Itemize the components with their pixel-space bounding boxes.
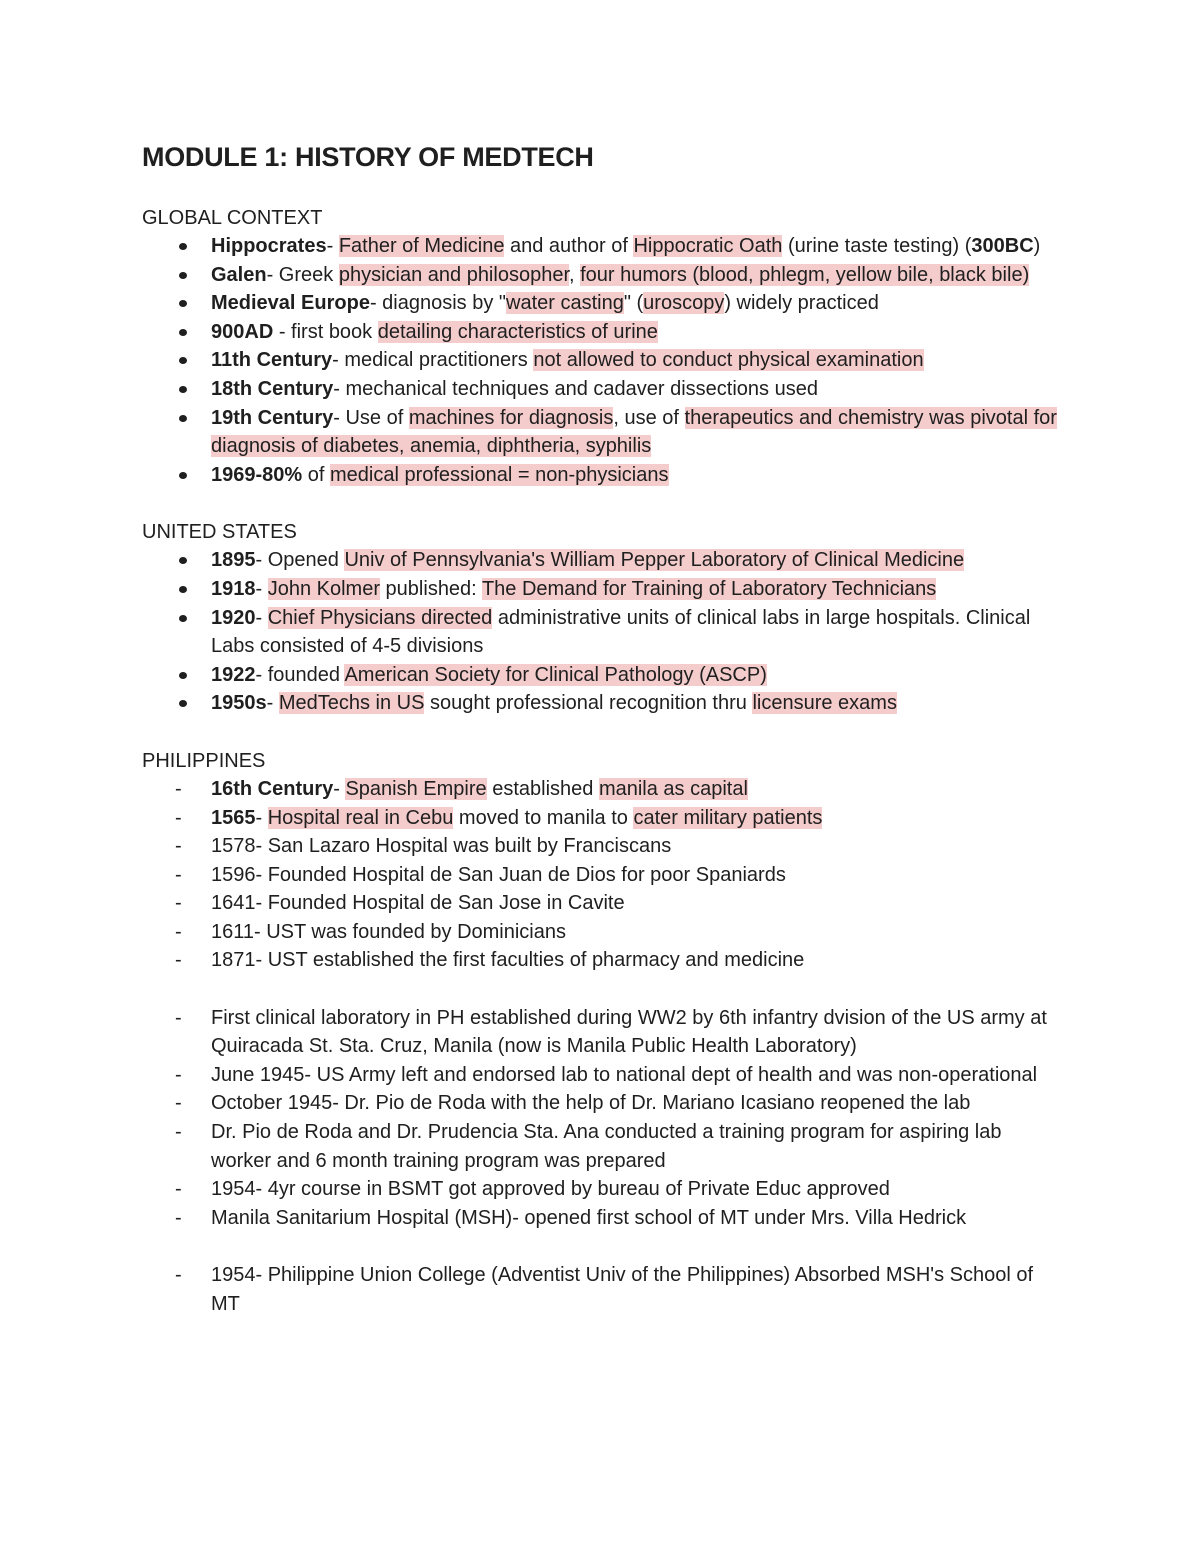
item-term: 1565 [211,806,256,829]
section-heading-global: GLOBAL CONTEXT [142,207,323,229]
highlighted-text: John Kolmer [267,577,380,600]
item-text: - first book [273,320,378,343]
item-term: 19th Century [211,406,334,429]
item-text: First clinical laboratory in PH established during WW2 by 6th infantry dvision of the US army at Quiracada St. Sta. Cruz, Manila (now is Manila Public Health Laboratory) [211,1006,1047,1058]
dash-bullet-icon: - [175,1006,182,1029]
highlighted-text: Father of Medicine [338,235,505,257]
list-item [142,889,1062,918]
item-text: - medical practitioners [332,349,534,372]
item-text: October 1945- Dr. Pio de Roda with the help of Dr. Mariano Icasiano reopened the lab [211,1092,971,1115]
highlighted-text: water casting [506,292,624,315]
dash-bullet-icon: - [175,920,182,943]
dash-bullet-icon: - [175,835,182,858]
item-term: 1895 [211,549,256,572]
highlighted-text: cater military patients [633,806,823,829]
item-text: 1641- Founded Hospital de San Jose in Cavite [211,892,625,915]
item-text: , use of [613,406,685,429]
item-text: 1871- UST established the first faculties of pharmacy and medicine [211,949,805,972]
item-term: Galen [211,263,267,286]
item-term: 16th Century [211,777,334,800]
list-item [142,861,1062,890]
list-item [142,775,1062,804]
highlighted-text: The Demand for Training of Laboratory Technicians [481,577,937,600]
bullet-icon [179,557,187,564]
list-item [142,1204,1062,1233]
highlighted-text: MedTechs in US [278,692,425,715]
item-text: , [569,263,581,286]
item-term: 300BC [971,235,1034,257]
item-text: 1596- Founded Hospital de San Juan de Dios for poor Spaniards [211,863,786,886]
list-item [142,918,1062,947]
item-text: " ( [623,292,644,315]
item-term: 18th Century [211,377,334,400]
highlighted-text: Hospital real in Cebu [267,806,454,829]
document-page [142,140,1062,1318]
dash-bullet-icon: - [175,892,182,915]
bullet-icon [179,243,187,250]
item-term: 1950s [211,692,267,715]
bullet-icon [179,272,187,279]
dash-bullet-icon: - [175,806,182,829]
highlighted-text: therapeutics and chemistry was pivotal for diagnosis of diabetes, anemia, diphtheria, syphilis [211,406,1057,458]
list-item [142,1061,1062,1090]
list-item [142,946,1062,975]
item-text: - [266,692,279,715]
highlighted-text: licensure exams [752,692,897,715]
item-text: and author of [504,235,634,257]
list-item [142,575,1062,604]
item-text: - [255,606,268,629]
item-term: 1922 [211,663,256,686]
highlighted-text: medical professional = non-physicians [329,463,669,486]
highlighted-text: Hippocratic Oath [633,235,783,257]
dash-bullet-icon: - [175,863,182,886]
item-text: - [255,577,268,600]
item-term: 1969-80% [211,463,303,486]
dash-bullet-icon: - [175,949,182,972]
dash-bullet-icon: - [175,1063,182,1086]
item-text: - founded [255,663,345,686]
list-item [142,804,1062,833]
item-term: 900AD [211,320,274,343]
dash-bullet-icon: - [175,1264,182,1286]
bullet-icon [179,300,187,307]
bullet-icon [179,415,187,422]
item-text: 1611- UST was founded by Dominicians [211,920,566,943]
bullet-icon [179,700,187,707]
highlighted-text: machines for diagnosis [408,406,614,429]
item-text: - Use of [333,406,409,429]
section-heading-ph: PHILIPPINES [142,749,266,772]
list-item [142,1004,1062,1061]
bullet-icon [179,357,187,364]
list-item [142,289,1062,318]
highlighted-text: not allowed to conduct physical examination [533,349,924,372]
list-item [142,1175,1062,1204]
list-item [142,604,1062,661]
list-item [142,689,1062,718]
item-text: - diagnosis by " [369,292,506,315]
list-item [142,404,1062,461]
item-text: published: [380,577,482,600]
item-text: - Opened [255,549,345,572]
highlighted-text: Chief Physicians directed [267,606,493,629]
item-text: ) [1033,235,1041,257]
item-text: - mechanical techniques and cadaver dissections used [333,377,818,400]
item-text: established [486,777,599,800]
highlighted-text: Spanish Empire [345,777,487,800]
item-text: - [326,235,339,257]
list-item [142,1261,1062,1318]
bullet-icon [179,386,187,393]
item-text: - [333,777,346,800]
list-item [142,346,1062,375]
item-text: sought professional recognition thru [424,692,753,715]
item-term: 1918 [211,577,256,600]
blank-line [142,975,1062,1004]
item-term: Medieval Europe [211,292,370,315]
item-text: administrative units of clinical labs in large hospitals. Clinical Labs consisted of 4-5 divisions [211,606,1031,658]
item-term: Hippocrates [211,235,327,257]
list-item [142,832,1062,861]
bullet-icon [179,672,187,679]
united-states-list [142,546,1062,718]
item-term: 11th Century [211,349,333,372]
list-item [142,461,1062,490]
highlighted-text: detailing characteristics of urine [377,320,658,343]
item-text: (urine taste testing) ( [782,235,972,257]
item-term: 1920 [211,606,256,629]
blank-line [142,1232,1062,1261]
list-item [142,546,1062,575]
dash-bullet-icon: - [175,1206,182,1229]
list-item [142,375,1062,404]
list-item [142,318,1062,347]
list-item [142,1089,1062,1118]
bullet-icon [179,329,187,336]
list-item [142,661,1062,690]
philippines-list [142,775,1062,1318]
item-text: - Greek [266,263,339,286]
item-text: of [302,463,330,486]
item-text: 1954- Philippine Union College (Adventist Univ of the Philippines) Absorbed MSH's School of MT [211,1264,1034,1315]
highlighted-text: four humors (blood, phlegm, yellow bile, black bile) [580,263,1030,286]
dash-bullet-icon: - [175,777,182,800]
dash-bullet-icon: - [175,1121,182,1144]
item-text: ) widely practiced [724,292,879,315]
section-heading-us: UNITED STATES [142,521,297,544]
page-title: MODULE 1: HISTORY OF MEDTECH [142,142,594,172]
item-text: 1954- 4yr course in BSMT got approved by bureau of Private Educ approved [211,1178,890,1201]
item-text: Manila Sanitarium Hospital (MSH)- opened first school of MT under Mrs. Villa Hedrick [211,1206,967,1229]
dash-bullet-icon: - [175,1092,182,1115]
item-text: June 1945- US Army left and endorsed lab to national dept of health and was non-operational [211,1063,1038,1086]
item-text: Dr. Pio de Roda and Dr. Prudencia Sta. Ana conducted a training program for aspiring lab worker and 6 month training program was prepared [211,1121,1002,1172]
global-context-list [142,232,1062,489]
highlighted-text: American Society for Clinical Pathology (ASCP) [344,663,767,686]
bullet-icon [179,472,187,479]
list-item [142,1118,1062,1175]
highlighted-text: uroscopy [643,292,725,315]
highlighted-text: manila as capital [598,777,748,800]
list-item [142,232,1062,261]
item-text: moved to manila to [453,806,634,829]
item-text: 1578- San Lazaro Hospital was built by Franciscans [211,835,672,858]
bullet-icon [179,586,187,593]
highlighted-text: physician and philosopher [338,263,569,286]
dash-bullet-icon: - [175,1178,182,1201]
highlighted-text: Univ of Pennsylvania's William Pepper Laboratory of Clinical Medicine [344,549,965,572]
list-item [142,261,1062,290]
bullet-icon [179,615,187,622]
item-text: - [255,806,268,829]
